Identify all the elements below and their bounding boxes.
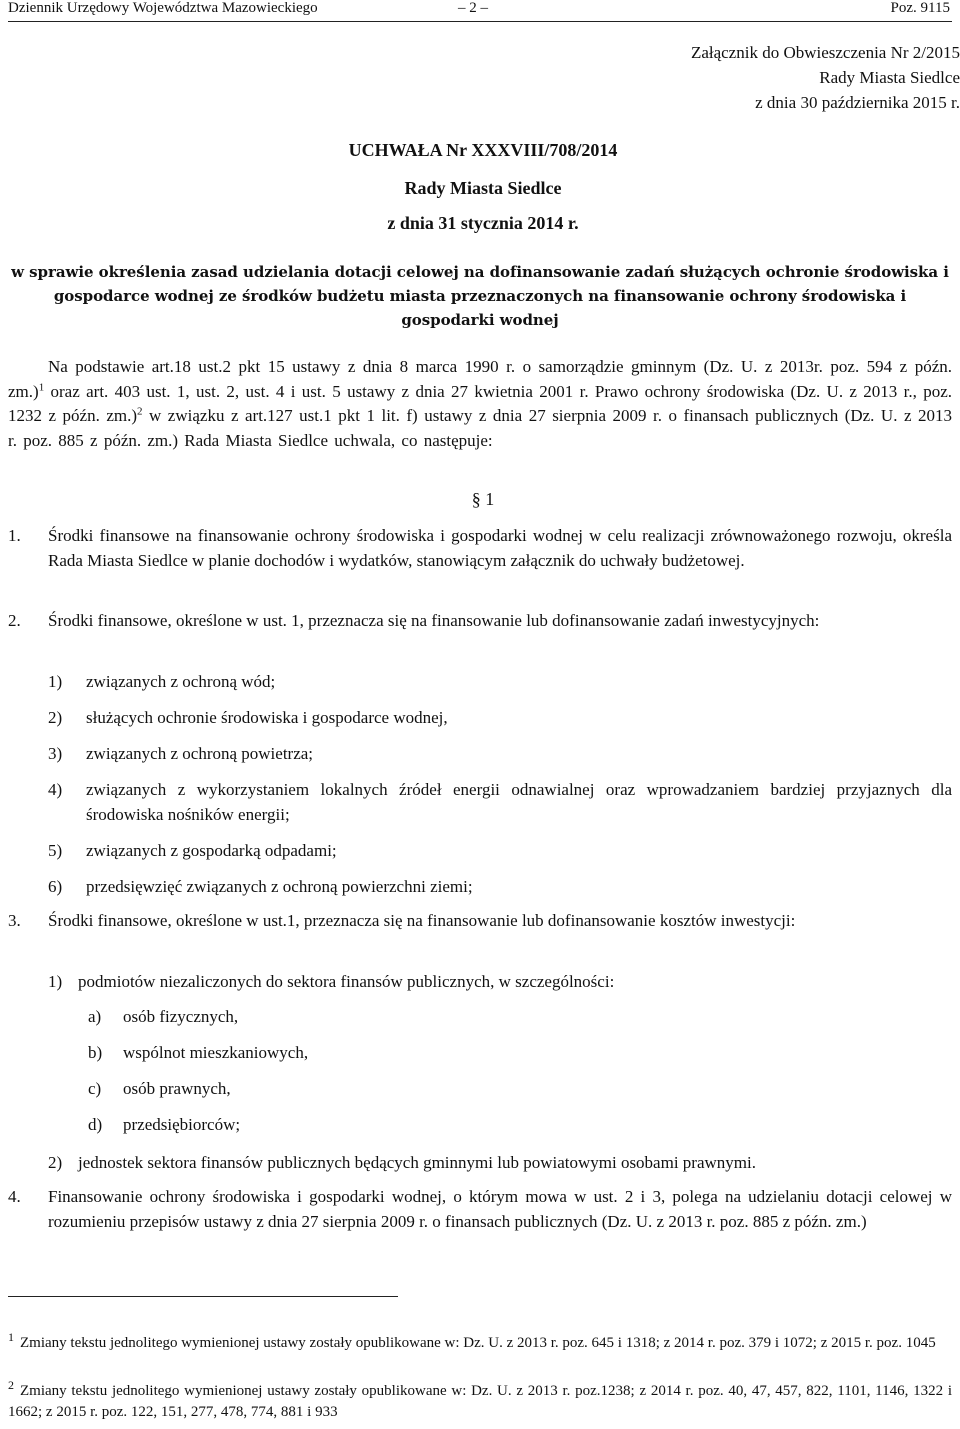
resolution-subject: w sprawie określenia zasad udzielania dotacji celowej na dofinansowanie zadań służących ochronie środowiska i gospodarce wodnej ze środków budżetu miasta przeznaczonych na finansowanie ochrony środowiska i gospodarki wodnej bbox=[11, 263, 949, 329]
publication-name: Dziennik Urzędowy Województwa Mazowieckiego bbox=[8, 0, 318, 16]
preamble-part-2: oraz art. 403 ust. 1, ust. 2, ust. 4 i ust. 5 ustawy z dnia 27 kwietnia 2001 r. Prawo ochrony środowiska (Dz. U. z 2013 r., poz. 1232 z późn. zm.) bbox=[8, 381, 952, 425]
footnote-ref-2: 2 bbox=[137, 405, 143, 418]
page-number: – 2 – bbox=[458, 0, 488, 16]
sub-item-text: przedsiębiorców; bbox=[123, 1115, 241, 1134]
preamble-part-1: Na podstawie art.18 ust.2 pkt 15 ustawy z dnia 8 marca 1990 r. o samorządzie gminnym (Dz. U. z 2013r. poz. 594 z późn. zm.) bbox=[8, 357, 952, 401]
list-item-text: związanych z gospodarką odpadami; bbox=[86, 841, 337, 860]
resolution-issuer: Rady Miasta Siedlce bbox=[404, 178, 562, 198]
sub-item-letter: d) bbox=[88, 1115, 103, 1134]
annex-line-3: z dnia 30 października 2015 r. bbox=[755, 93, 960, 112]
sub-item-letter: a) bbox=[88, 1007, 102, 1026]
list-item-number: 3) bbox=[48, 744, 63, 763]
point-text: Środki finansowe na finansowanie ochrony środowiska i gospodarki wodnej w celu realizacji zrównoważonego rozwoju, określa Rada Miasta Siedlce w planie dochodów i wydatków, stanowiącym załącznik do uchwały budżetowej. bbox=[48, 526, 952, 570]
list-item-text: związanych z ochroną powietrza; bbox=[86, 744, 314, 763]
list-item-number: 4) bbox=[48, 780, 63, 799]
list-item-number: 2) bbox=[48, 708, 63, 727]
list-item-number: 1) bbox=[48, 672, 63, 691]
footnote-text: Zmiany tekstu jednolitego wymienionej ustawy zostały opublikowane w: Dz. U. z 2013 r. poz. 645 i 1318; z 2014 r. poz. 379 i 1072; z 2015 r. poz. 1045 bbox=[20, 1335, 936, 1351]
list-item-text: podmiotów niezaliczonych do sektora finansów publicznych, w szczególności: bbox=[78, 972, 615, 991]
sub-item-letter: c) bbox=[88, 1079, 102, 1098]
resolution-number: UCHWAŁA Nr XXXVIII/708/2014 bbox=[348, 140, 618, 160]
sub-item-text: wspólnot mieszkaniowych, bbox=[123, 1043, 309, 1062]
footnote-ref-1: 1 bbox=[38, 380, 45, 393]
preamble bbox=[8, 355, 952, 453]
list-item-text: związanych z ochroną wód; bbox=[86, 672, 276, 691]
paragraph-symbol: § 1 bbox=[471, 489, 495, 509]
sub-item-text: osób prawnych, bbox=[123, 1079, 231, 1098]
footnote-divider bbox=[8, 1296, 398, 1297]
point-number: 1. bbox=[8, 526, 21, 545]
footnote-text: Zmiany tekstu jednolitego wymienionej ustawy zostały opublikowane w: Dz. U. z 2013 r. poz.1238; z 2014 r. poz. 40, 47, 457, 822, 1101, 1146, 1322 i 1662; z 2015 r. poz. 122, 151, 277, 478, 774, 881 i 933 bbox=[8, 1383, 952, 1420]
point-text: Finansowanie ochrony środowiska i gospodarki wodnej, o którym mowa w ust. 2 i 3, polega na udzielaniu dotacji celowej w rozumieniu przepisów ustawy z dnia 27 sierpnia 2009 r. o finansach publicznych (Dz. U. z 2013 r. poz. 885 z późn. zm.) bbox=[48, 1187, 952, 1231]
position-number: Poz. 9115 bbox=[890, 0, 950, 16]
annex-line-2: Rady Miasta Siedlce bbox=[819, 68, 960, 87]
sub-item-text: osób fizycznych, bbox=[123, 1007, 239, 1026]
preamble-part-3: w związku z art.127 ust.1 pkt 1 lit. f) ustawy z dnia 27 sierpnia 2009 r. o finansach publicznych (Dz. U. z 2013 r. poz. 885 z późn. zm.) Rada Miasta Siedlce uchwala, co następuje: bbox=[8, 406, 952, 450]
page-header bbox=[0, 0, 960, 24]
header-divider bbox=[8, 21, 952, 22]
list-item-number: 5) bbox=[48, 841, 63, 860]
list-item-number: 1) bbox=[48, 972, 63, 991]
list-item-text: służących ochronie środowiska i gospodarce wodnej, bbox=[86, 708, 448, 727]
footnote-mark: 2 bbox=[8, 1378, 14, 1392]
annex-line-1: Załącznik do Obwieszczenia Nr 2/2015 bbox=[690, 43, 960, 62]
sub-item-letter: b) bbox=[88, 1043, 103, 1062]
annex-block bbox=[691, 40, 960, 115]
point-text: Środki finansowe, określone w ust.1, przeznacza się na finansowanie lub dofinansowanie kosztów inwestycji: bbox=[48, 911, 796, 930]
point-number: 4. bbox=[8, 1187, 21, 1206]
list-item-text: przedsięwzięć związanych z ochroną powierzchni ziemi; bbox=[86, 877, 473, 896]
list-item-number: 6) bbox=[48, 877, 63, 896]
point-text: Środki finansowe, określone w ust. 1, przeznacza się na finansowanie lub dofinansowanie zadań inwestycyjnych: bbox=[48, 611, 820, 630]
point-number: 2. bbox=[8, 611, 21, 630]
list-item-number: 2) bbox=[48, 1153, 63, 1172]
footnote-1 bbox=[8, 1330, 952, 1354]
footnote-2 bbox=[8, 1378, 952, 1423]
list-item-text: jednostek sektora finansów publicznych będących gminnymi lub powiatowymi osobami prawnymi. bbox=[78, 1153, 756, 1172]
point-number: 3. bbox=[8, 911, 21, 930]
list-item-text: związanych z wykorzystaniem lokalnych źródeł energii odnawialnej oraz wprowadzaniem bardziej przyjaznych dla środowiska nośników energii; bbox=[86, 780, 952, 824]
resolution-date: z dnia 31 stycznia 2014 r. bbox=[387, 213, 579, 233]
footnote-mark: 1 bbox=[8, 1330, 14, 1344]
